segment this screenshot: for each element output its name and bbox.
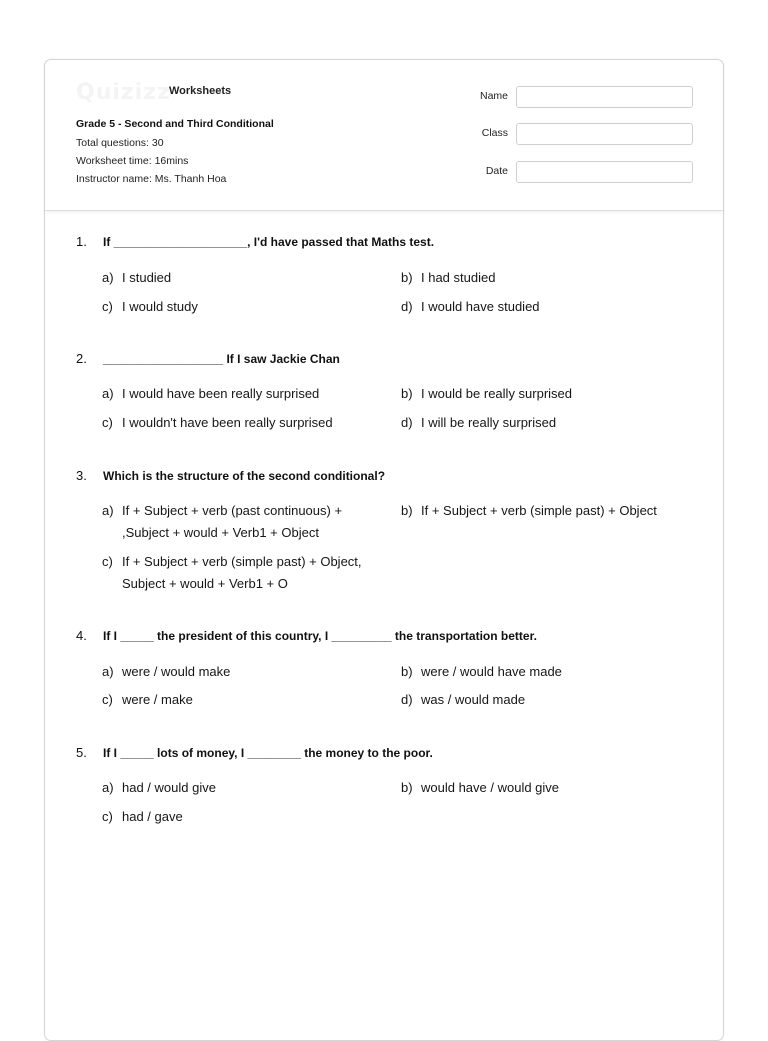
option-text-line-1: If + Subject + verb (past continuous) +	[122, 503, 343, 518]
option-letter: a)	[102, 270, 114, 285]
option-text: had / gave	[122, 809, 183, 824]
option-letter: c)	[102, 415, 113, 430]
option-c[interactable]	[102, 689, 193, 711]
question-number: 2.	[76, 351, 87, 366]
option-text: were / would have made	[421, 664, 562, 679]
class-field[interactable]	[516, 123, 693, 145]
option-letter: d)	[401, 415, 413, 430]
option-a[interactable]	[102, 383, 319, 405]
option-letter: a)	[102, 780, 114, 795]
option-text: I would study	[122, 299, 198, 314]
option-c[interactable]	[102, 806, 183, 828]
option-c[interactable]	[102, 296, 198, 318]
option-text	[122, 500, 342, 544]
option-text: I wouldn't have been really surprised	[122, 415, 333, 430]
option-text: I studied	[122, 270, 172, 285]
option-text-line-1: If + Subject + verb (simple past) + Object,	[122, 554, 362, 569]
option-text: If + Subject + verb (simple past) + Object	[421, 503, 657, 518]
option-text: was / would made	[421, 692, 526, 707]
option-text: were / would make	[122, 664, 231, 679]
option-b[interactable]	[401, 383, 572, 405]
option-a[interactable]	[102, 500, 342, 544]
option-b[interactable]	[401, 267, 495, 289]
name-field[interactable]	[516, 86, 693, 108]
option-letter: b)	[401, 780, 413, 795]
option-text: were / make	[122, 692, 193, 707]
option-a[interactable]	[102, 777, 216, 799]
question-number: 3.	[76, 468, 87, 483]
worksheet-title: Grade 5 - Second and Third Conditional	[76, 118, 274, 130]
option-letter: c)	[102, 554, 113, 569]
option-b[interactable]	[401, 777, 559, 799]
option-text: had / would give	[122, 780, 216, 795]
question-text: __________________ If I saw Jackie Chan	[103, 352, 340, 366]
instructor-name: Instructor name: Ms. Thanh Hoa	[76, 173, 227, 185]
option-letter: b)	[401, 386, 413, 401]
option-c[interactable]	[102, 551, 362, 595]
question-text: If I _____ the president of this country, I _________ the transportation better.	[103, 629, 537, 643]
name-label: Name	[479, 90, 508, 102]
option-text: I had studied	[421, 270, 496, 285]
option-letter: d)	[401, 692, 413, 707]
question-text: If I _____ lots of money, I ________ the money to the poor.	[103, 746, 433, 760]
option-b[interactable]	[401, 500, 657, 522]
option-a[interactable]	[102, 661, 230, 683]
question-number: 1.	[76, 234, 87, 249]
class-label: Class	[481, 127, 508, 139]
option-b[interactable]	[401, 661, 562, 683]
worksheet-page	[44, 59, 724, 1041]
question-text: Which is the structure of the second conditional?	[103, 469, 386, 483]
option-text-line-2: Subject + would + Verb1 + O	[122, 576, 288, 591]
quizizz-logo: Quizizz	[76, 80, 171, 105]
option-text: I will be really surprised	[421, 415, 557, 430]
worksheet-header	[45, 60, 723, 211]
option-c[interactable]	[102, 412, 333, 434]
option-letter: c)	[102, 692, 113, 707]
option-text: I would be really surprised	[421, 386, 573, 401]
option-letter: b)	[401, 664, 413, 679]
option-d[interactable]	[401, 412, 556, 434]
option-letter: a)	[102, 503, 114, 518]
option-text-line-2: ,Subject + would + Verb1 + Object	[122, 525, 319, 540]
option-letter: b)	[401, 503, 413, 518]
option-letter: a)	[102, 664, 114, 679]
option-d[interactable]	[401, 296, 540, 318]
date-field[interactable]	[516, 161, 693, 183]
question-number: 4.	[76, 628, 87, 643]
option-a[interactable]	[102, 267, 171, 289]
option-letter: b)	[401, 270, 413, 285]
question-text: If ____________________, I'd have passed that Maths test.	[103, 235, 435, 249]
option-text: would have / would give	[421, 780, 560, 795]
option-letter: a)	[102, 386, 114, 401]
worksheet-time: Worksheet time: 16mins	[76, 155, 189, 167]
brand-label: Worksheets	[169, 85, 232, 97]
option-letter: d)	[401, 299, 413, 314]
option-d[interactable]	[401, 689, 525, 711]
option-text: I would have been really surprised	[122, 386, 320, 401]
option-letter: c)	[102, 299, 113, 314]
total-questions: Total questions: 30	[76, 137, 164, 149]
option-letter: c)	[102, 809, 113, 824]
option-text	[122, 551, 362, 595]
question-number: 5.	[76, 745, 87, 760]
date-label: Date	[485, 165, 508, 177]
option-text: I would have studied	[421, 299, 540, 314]
